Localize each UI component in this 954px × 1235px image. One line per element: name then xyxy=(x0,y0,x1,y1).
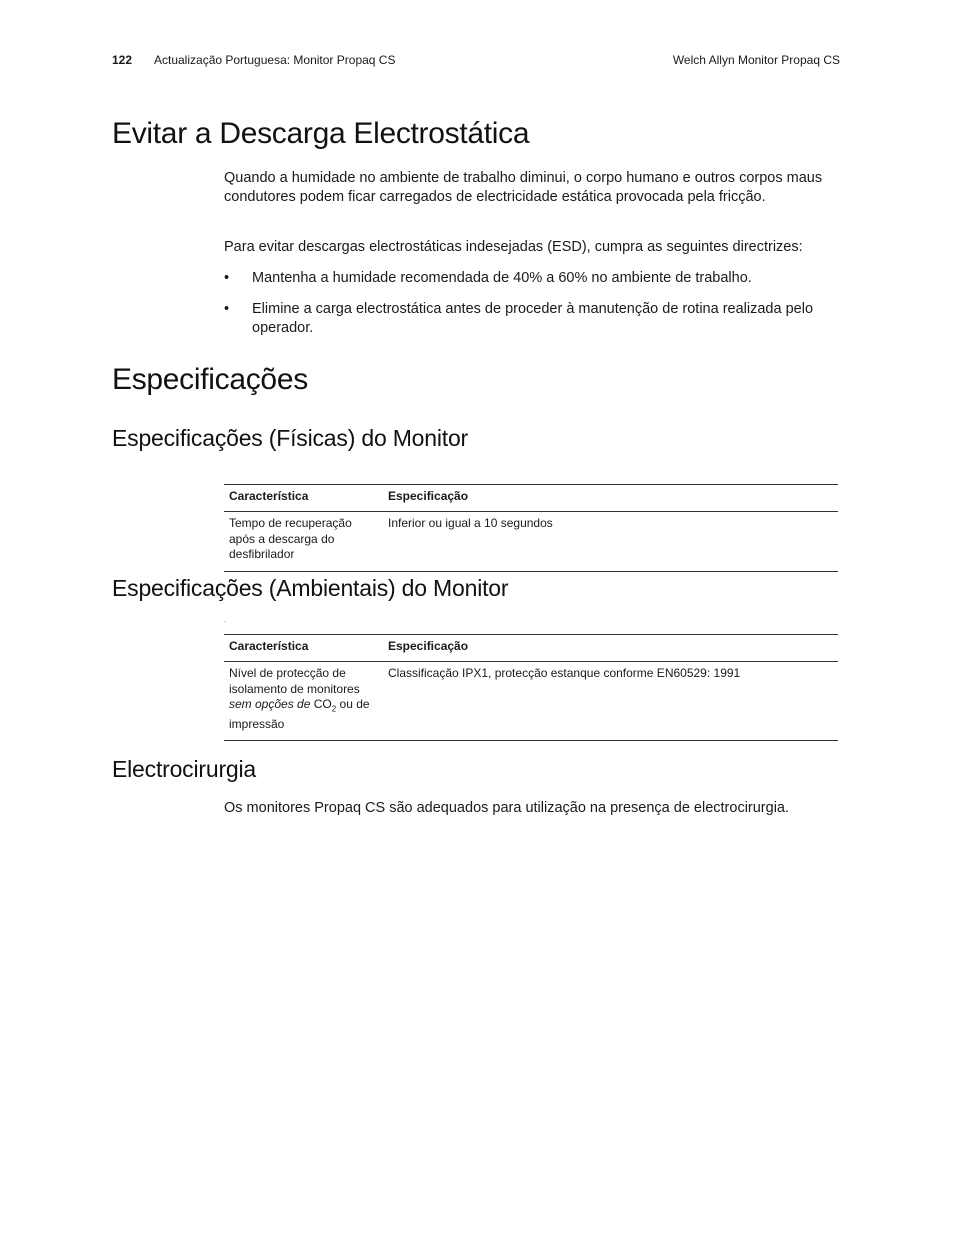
esd-paragraph-1: Quando a humidade no ambiente de trabalho diminui, o corpo humano e outros corpos maus condutores podem ficar carregados de electricidade estática provocada pela fricção. xyxy=(224,170,823,205)
bullet-marker: • xyxy=(224,301,230,317)
page-number: 122 xyxy=(112,53,133,67)
environmental-specs-table xyxy=(224,634,838,741)
physical-specs-table xyxy=(224,484,838,572)
bullet-text: Elimine a carga electrostática antes de proceder à manutenção de rotina realizada pelo operador. xyxy=(252,301,814,336)
table-header-row xyxy=(224,635,838,662)
spec-cell: Classificação IPX1, protecção estanque conforme EN60529: 1991 xyxy=(383,662,838,741)
table-row xyxy=(224,662,838,741)
feature-text-italic: sem opções de xyxy=(229,697,311,711)
column-header-spec: Especificação xyxy=(383,485,838,512)
section-title-esd: Evitar a Descarga Electrostática xyxy=(112,117,530,150)
feature-subscript: 2 xyxy=(331,704,337,714)
header-right-title: Welch Allyn Monitor Propaq CS xyxy=(672,53,840,67)
feature-cell: Tempo de recuperação após a descarga do desfibrilador xyxy=(224,512,383,572)
subsection-title-physical: Especificações (Físicas) do Monitor xyxy=(112,425,469,451)
esd-paragraph-2: Para evitar descargas electrostáticas indesejadas (ESD), cumpra as seguintes directrizes: xyxy=(224,239,803,255)
header-left-title: Actualização Portuguesa: Monitor Propaq CS xyxy=(154,53,396,67)
page-header xyxy=(112,53,840,69)
column-header-feature: Característica xyxy=(224,635,383,662)
stray-dot: . xyxy=(224,615,227,624)
bullet-marker: • xyxy=(224,270,230,286)
column-header-feature: Característica xyxy=(224,485,383,512)
column-header-spec: Especificação xyxy=(383,635,838,662)
bullet-text: Mantenha a humidade recomendada de 40% a 60% no ambiente de trabalho. xyxy=(252,270,752,286)
feature-text-b: CO xyxy=(310,697,332,711)
feature-cell xyxy=(224,662,383,741)
electrosurgery-paragraph: Os monitores Propaq CS são adequados para utilização na presença de electrocirurgia. xyxy=(224,800,790,816)
spec-cell: Inferior ou igual a 10 segundos xyxy=(383,512,838,572)
feature-text-a: Nível de protecção de isolamento de monitores xyxy=(229,666,360,696)
table-header-row xyxy=(224,485,838,512)
table-row xyxy=(224,512,838,572)
feature-text-c: ou de impressão xyxy=(229,697,370,731)
subsection-title-environmental: Especificações (Ambientais) do Monitor xyxy=(112,575,509,601)
section-title-specs: Especificações xyxy=(112,363,308,396)
subsection-title-electrosurgery: Electrocirurgia xyxy=(112,756,256,782)
